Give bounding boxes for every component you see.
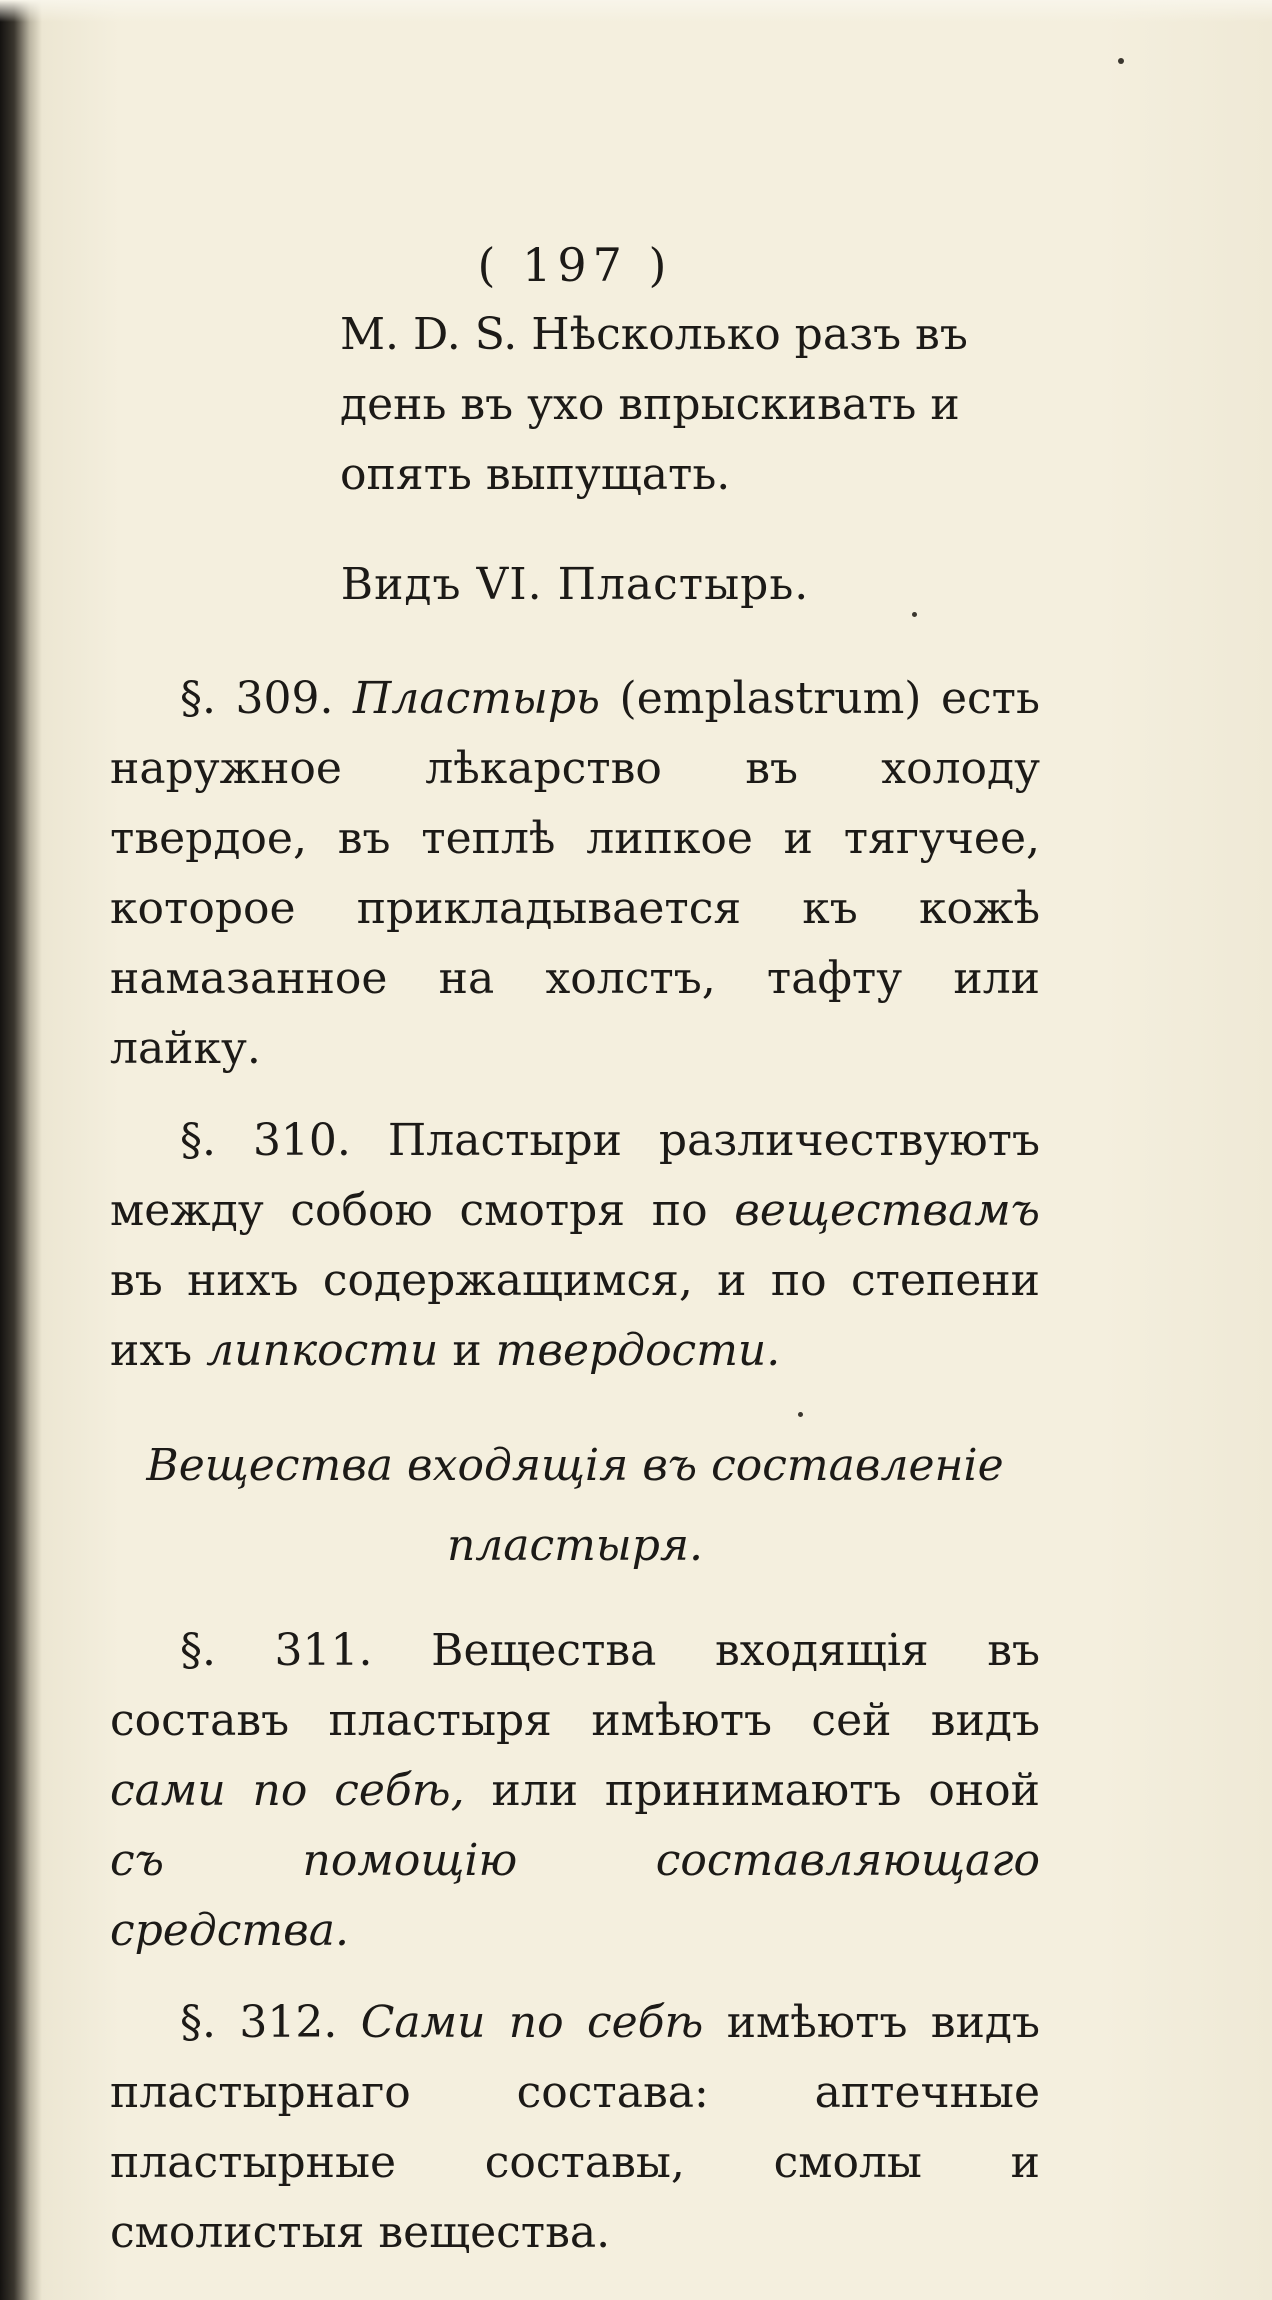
spine-shadow [0,0,42,2300]
section-number: §. 312. [180,1997,338,2048]
rx-line: M. D. S. Нѣсколько разъ въ [340,309,968,360]
subheading [110,1426,1040,1586]
paragraph-311 [110,1616,1040,1966]
paragraph-text: и [452,1325,482,1376]
paragraph-text: Пластыри различествуютъ между собою смотря по [110,1115,1040,1236]
ink-speck [1118,58,1124,64]
italic-term: твердости. [495,1325,781,1376]
paragraph-text: въ нихъ содержащимся, и по степени ихъ [110,1255,1040,1376]
section-heading: Видъ VI. Пластырь. [340,559,810,610]
italic-term: веществамъ [734,1185,1040,1236]
page-top-edge [0,0,1272,22]
italic-term: съ помощію составляющаго средства. [110,1835,1040,1956]
rx-line: опять выпущать. [340,449,731,500]
paragraph-text: или принимаютъ оной [491,1765,1040,1816]
paragraph-text: Вещества входящія въ составъ пластыря имѣютъ сей видъ [110,1625,1040,1746]
paragraph-309 [110,664,1040,1084]
italic-term: Сами по себѣ [360,1997,704,2048]
section-number: §. 309. [180,673,334,724]
ink-speck [912,612,917,617]
section-number: §. 310. [180,1115,351,1166]
italic-term: липкости [206,1325,439,1376]
subheading-line: пластыря. [446,1520,704,1571]
italic-term: сами по себѣ, [110,1765,465,1816]
prescription-block [110,300,1040,510]
rx-line: день въ ухо впрыскивать и [340,379,960,430]
subheading-line: Вещества входящія въ составленіе [146,1440,1004,1491]
paragraph-text: (emplastrum) есть наружное лѣкарство въ холоду твердое, въ теплѣ липкое и тягучее, которое прикладывается къ кожѣ намазанное на холстъ, тафту или лайку. [110,673,1040,1074]
text-column [110,230,1040,2290]
page-number: ( 197 ) [477,238,673,292]
ink-speck [798,1412,803,1417]
section-number: §. 311. [180,1625,373,1676]
paragraph-312 [110,1988,1040,2268]
paragraph-text: имѣютъ видъ пластырнаго состава: аптечные пластырные составы, смолы и смолистыя вещества. [110,1997,1040,2258]
paragraph-310 [110,1106,1040,1386]
italic-term: Пластырь [353,673,600,724]
